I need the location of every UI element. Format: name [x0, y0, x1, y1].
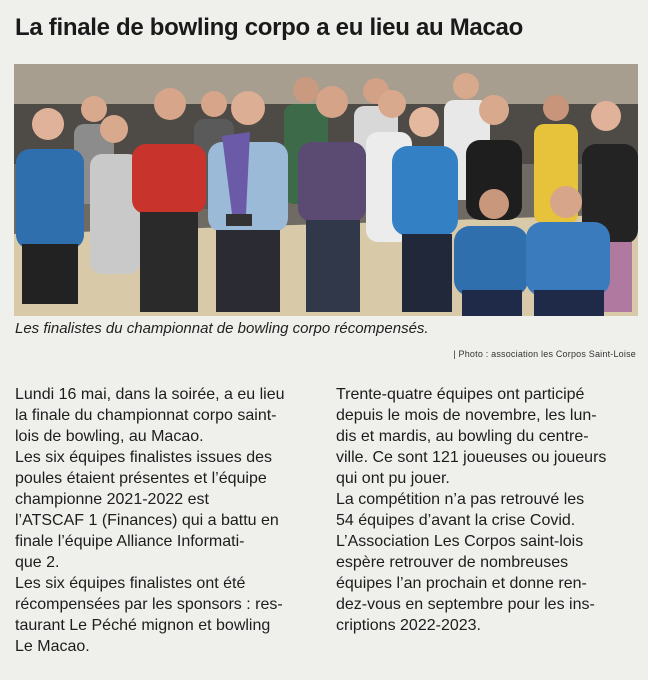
article-line: 54 équipes d’avant la crise Covid. — [336, 512, 576, 529]
article-line: La compétition n’a pas retrouvé les — [336, 491, 585, 508]
article-line: la finale du championnat corpo saint- — [15, 407, 277, 424]
article-line: récompensées par les sponsors : res- — [15, 596, 283, 613]
article-line: espère retrouver de nombreuses — [336, 554, 569, 571]
article-line: ville. Ce sont 121 joueuses ou joueurs — [336, 449, 607, 466]
article-line: qui ont pu jouer. — [336, 470, 450, 487]
article-line: l’ATSCAF 1 (Finances) qui a battu en — [15, 512, 279, 529]
article-line: poules étaient présentes et l’équipe — [15, 470, 267, 487]
photo-caption: Les finalistes du championnat de bowling corpo récompensés. — [15, 320, 429, 337]
article-line: depuis le mois de novembre, les lun- — [336, 407, 597, 424]
article-line: que 2. — [15, 554, 60, 571]
article-line: lois de bowling, au Macao. — [15, 428, 204, 445]
article-line: Le Macao. — [15, 638, 90, 655]
article-line: championne 2021-2022 est — [15, 491, 209, 508]
article-line: L’Association Les Corpos saint-lois — [336, 533, 584, 550]
article-line: Trente-quatre équipes ont participé — [336, 386, 585, 403]
group-photo-illustration — [14, 64, 638, 316]
article-column-right — [336, 384, 636, 636]
article-line: dez-vous en septembre pour les ins- — [336, 596, 595, 613]
article-headline: La finale de bowling corpo a eu lieu au Macao — [15, 14, 523, 41]
photo-credit: | Photo : association les Corpos Saint-Loise — [453, 349, 636, 359]
article-line: finale l’équipe Alliance Informati- — [15, 533, 245, 550]
article-line: taurant Le Péché mignon et bowling — [15, 617, 271, 634]
group-photo — [14, 64, 638, 316]
article-column-left — [15, 384, 311, 657]
article-line: Lundi 16 mai, dans la soirée, a eu lieu — [15, 386, 285, 403]
article-line: dis et mardis, au bowling du centre- — [336, 428, 589, 445]
article-line: criptions 2022-2023. — [336, 617, 481, 634]
article-line: Les six équipes finalistes ont été — [15, 575, 246, 592]
article-line: Les six équipes finalistes issues des — [15, 449, 273, 466]
article-line: équipes l’an prochain et donne ren- — [336, 575, 587, 592]
